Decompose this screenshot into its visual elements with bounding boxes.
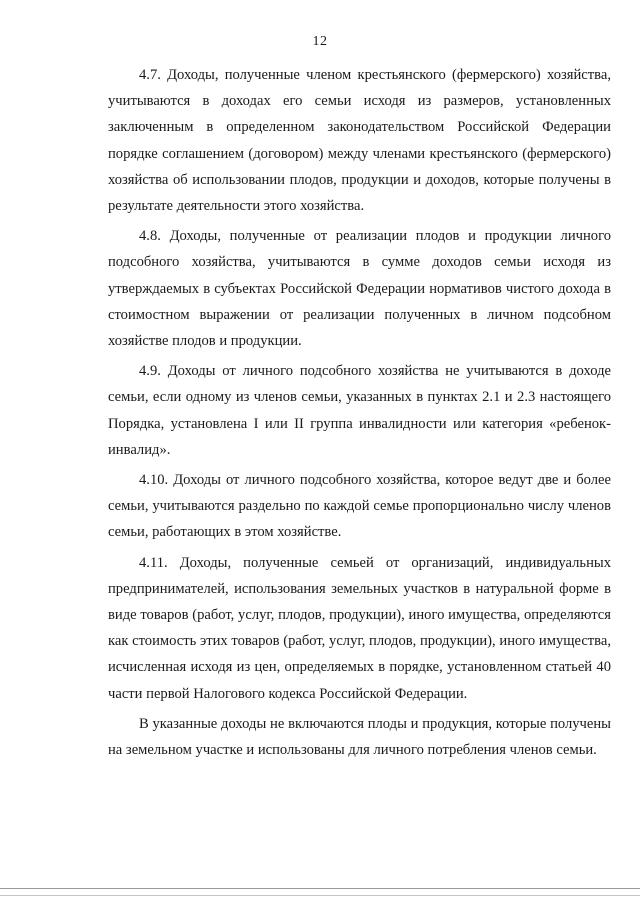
paragraph-4-7: 4.7. Доходы, полученные членом крестьянского (фермерского) хозяйства, учитываются в доходах его семьи исходя из размеров, установленных заключенным в определенном законодательством Российской Федерации порядке соглашением (договором) между членами крестьянского (фермерского) хозяйства об использовании плодов, продукции и доходов, которые получены в результате деятельности этого хозяйства. [108,67,611,215]
scan-bottom-edge [0,888,640,889]
paragraph-exclusion-note: В указанные доходы не включаются плоды и продукция, которые получены на земельном участке и использованы для личного потребления членов семьи. [108,715,611,759]
document-body [108,62,611,767]
scan-bottom-edge-secondary [0,895,640,896]
paragraph-4-10: 4.10. Доходы от личного подсобного хозяйства, которое ведут две и более семьи, учитываются раздельно по каждой семье пропорционально числу членов семьи, работающих в этом хозяйстве. [108,472,611,541]
page-number: 12 [312,34,328,49]
paragraph-4-8: 4.8. Доходы, полученные от реализации плодов и продукции личного подсобного хозяйства, учитываются в сумме доходов семьи исходя из утверждаемых в субъектах Российской Федерации нормативов чистого дохода в стоимостном выражении от реализации полученных в личном подсобном хозяйстве плодов и продукции. [108,228,611,350]
paragraph-4-9: 4.9. Доходы от личного подсобного хозяйства не учитываются в доходе семьи, если одному из членов семьи, указанных в пунктах 2.1 и 2.3 настоящего Порядка, установлена I или II группа инвалидности или категория «ребенок-инвалид». [108,363,611,458]
paragraph-4-11: 4.11. Доходы, полученные семьей от организаций, индивидуальных предпринимателей, использования земельных участков в натуральной форме в виде товаров (работ, услуг, плодов, продукции), иного имущества, определяются как стоимость этих товаров (работ, услуг, плодов, продукции), иного имущества, исчисленная исходя из цен, определяемых в порядке, установленном статьей 40 части первой Налогового кодекса Российской Федерации. [108,554,611,702]
